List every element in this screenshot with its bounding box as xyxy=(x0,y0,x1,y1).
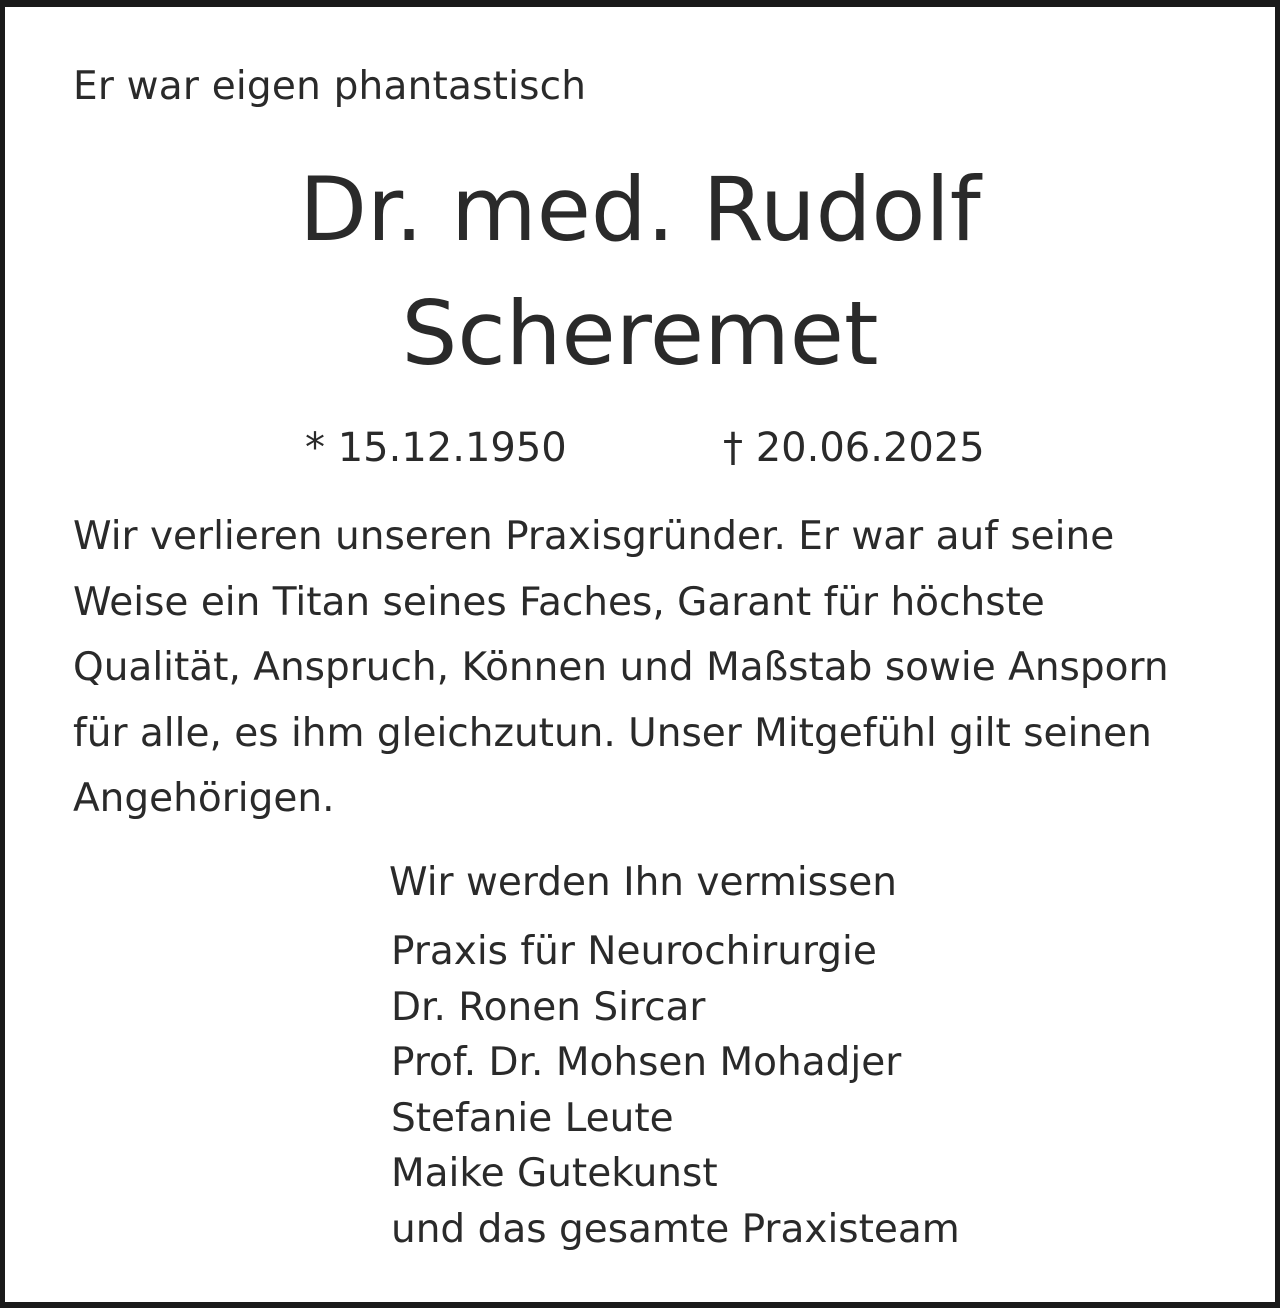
tribute-line: Weise ein Titan seines Faches, Garant für höchste xyxy=(73,579,1045,625)
deceased-name-line-1: Dr. med. Rudolf xyxy=(299,158,981,261)
signer-name: Dr. Ronen Sircar xyxy=(391,984,706,1030)
tribute-line: Qualität, Anspruch, Können und Maßstab sowie Ansporn xyxy=(73,645,1169,690)
signers-list xyxy=(391,924,960,1257)
deceased-name-line-2: Scheremet xyxy=(401,282,879,385)
tribute-line: Angehörigen. xyxy=(73,776,335,821)
birth-date: * 15.12.1950 xyxy=(305,425,567,471)
closing-line: Wir werden Ihn vermissen xyxy=(389,860,898,905)
tribute-line: Wir verlieren unseren Praxisgründer. Er war auf seine xyxy=(73,514,1115,559)
signer-team: und das gesamte Praxisteam xyxy=(391,1206,960,1252)
death-date: † 20.06.2025 xyxy=(723,425,985,471)
tribute-line: für alle, es ihm gleichzutun. Unser Mitgefühl gilt seinen xyxy=(73,710,1152,756)
tribute-text xyxy=(73,504,1263,832)
motto-line: Er war eigen phantastisch xyxy=(73,64,587,109)
signer-practice: Praxis für Neurochirurgie xyxy=(391,929,877,974)
signer-name: Prof. Dr. Mohsen Mohadjer xyxy=(391,1040,902,1085)
signer-name: Stefanie Leute xyxy=(391,1095,674,1141)
signer-name: Maike Gutekunst xyxy=(391,1151,718,1196)
